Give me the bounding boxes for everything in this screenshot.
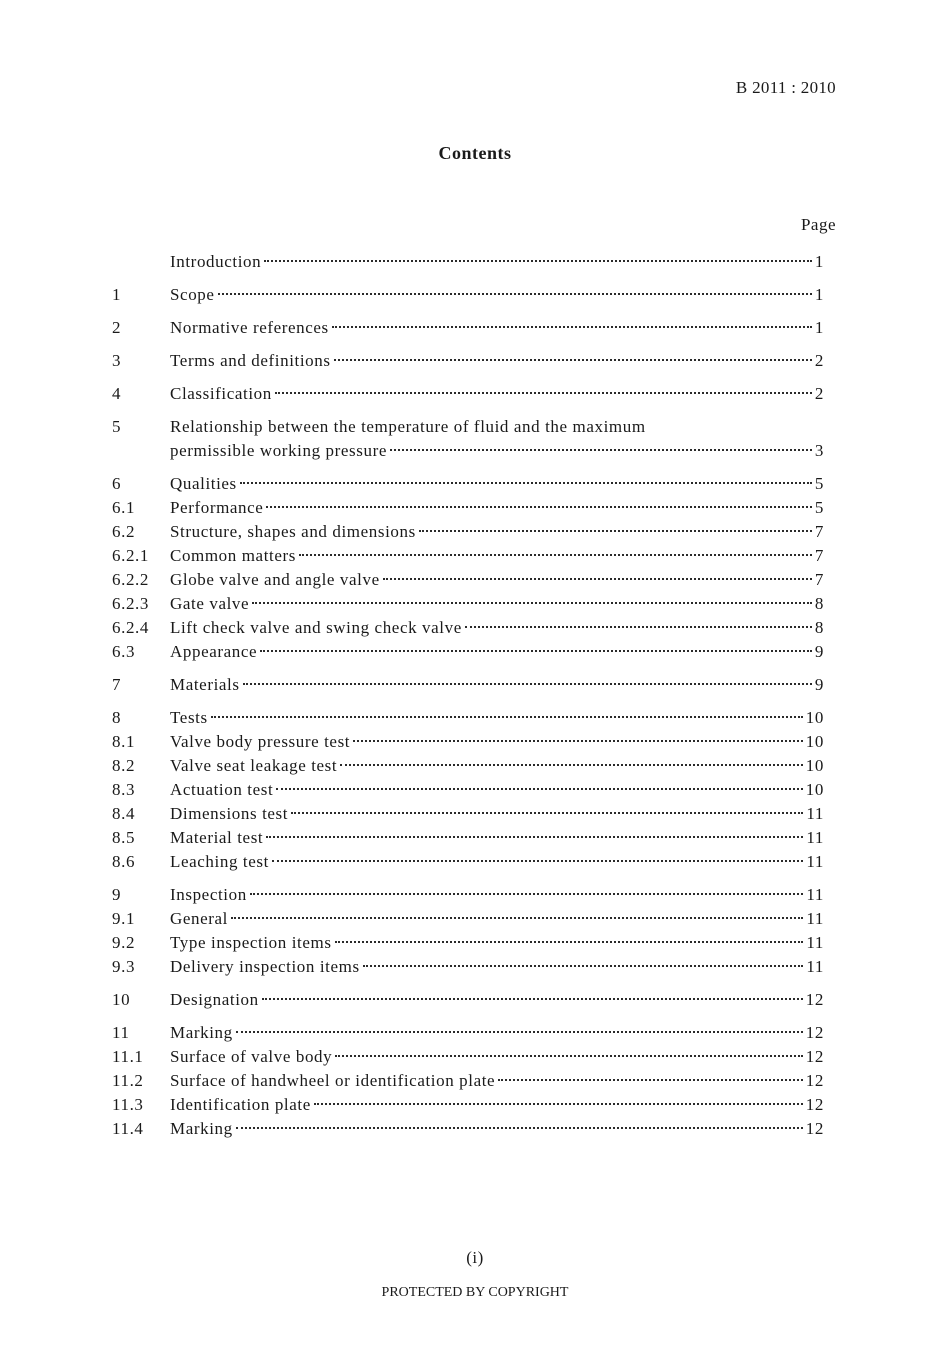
dot-leader [335,941,804,943]
toc-entry-title: Performance [170,498,264,517]
table-of-contents [112,250,824,1141]
toc-entry-title: Terms and definitions [170,351,331,370]
toc-entry [112,496,824,520]
toc-entry-page: 10 [805,756,824,775]
dot-leader [272,860,804,862]
dot-leader [262,998,803,1000]
standard-number: B 2011 : 2010 [735,78,836,97]
toc-entry-page: 11 [806,933,824,952]
toc-entry [112,778,824,802]
toc-entry-number: 6.2.3 [112,594,149,613]
copyright-notice: PROTECTED BY COPYRIGHT [381,1285,569,1300]
toc-entry [112,1117,824,1141]
toc-entry [112,250,824,274]
toc-entry-page: 9 [814,675,824,694]
toc-entry-title: Material test [170,828,264,847]
toc-entry [112,988,824,1012]
dot-leader [276,788,803,790]
toc-entry-number: 5 [112,417,122,436]
toc-entry-page: 7 [814,570,824,589]
toc-entry-title: Normative references [170,318,329,337]
dot-leader [243,683,812,685]
toc-entry-title: Actuation test [170,780,274,799]
toc-entry-page: 7 [814,522,824,541]
toc-entry-page: 1 [814,318,824,337]
toc-entry [112,826,824,850]
toc-entry-number: 6.3 [112,642,136,661]
toc-entry-page: 8 [814,618,824,637]
toc-entry-title: Introduction [170,252,262,271]
toc-entry-page: 10 [805,780,824,799]
toc-entry [112,802,824,826]
toc-entry [112,931,824,955]
toc-entry-page: 12 [805,1023,824,1042]
toc-entry-number: 8.3 [112,780,136,799]
toc-entry-title: Inspection [170,885,247,904]
toc-entry-page: 12 [805,1095,824,1114]
toc-entry-number: 11.4 [112,1119,144,1138]
dot-leader [335,1055,803,1057]
toc-entry-number [112,250,170,274]
toc-entry-title: Surface of valve body [170,1047,333,1066]
toc-entry [112,1045,824,1069]
dot-leader [211,716,803,718]
page-folio: (i) [466,1248,484,1267]
toc-entry-number: 10 [112,990,131,1009]
toc-entry-page: 10 [805,732,824,751]
dot-leader [266,836,803,838]
dot-leader [498,1079,803,1081]
toc-entry-title: Designation [170,990,259,1009]
toc-entry-title: Scope [170,285,215,304]
toc-entry-number: 11 [112,1023,130,1042]
toc-entry-title: Valve seat leakage test [170,756,338,775]
toc-entry-number: 8.6 [112,852,136,871]
dot-leader [250,893,804,895]
toc-entry-number: 4 [112,384,122,403]
toc-entry [112,754,824,778]
toc-entry-title: Qualities [170,474,237,493]
toc-entry [112,673,824,697]
dot-leader [383,578,812,580]
toc-entry-page: 10 [805,708,824,727]
toc-entry-page: 5 [814,474,824,493]
toc-entry-title: Relationship between the temperature of fluid and the maximum [170,417,646,436]
page-title: Contents [438,143,512,163]
toc-entry [112,283,824,307]
toc-entry-number: 9.3 [112,957,136,976]
toc-entry-page: 11 [806,852,824,871]
toc-entry-page: 12 [805,1047,824,1066]
toc-entry [112,382,824,406]
toc-entry [112,640,824,664]
toc-entry-page: 11 [806,909,824,928]
toc-entry-title: Marking [170,1023,233,1042]
toc-entry-number: 6.2 [112,522,136,541]
toc-entry-number: 1 [112,285,122,304]
dot-leader [264,260,812,262]
dot-leader [419,530,812,532]
toc-entry-number: 6 [112,474,122,493]
toc-entry-title: Tests [170,708,208,727]
toc-entry [112,1069,824,1093]
dot-leader [291,812,803,814]
toc-entry-page: 2 [814,384,824,403]
dot-leader [218,293,812,295]
toc-entry-page: 11 [806,957,824,976]
toc-entry [112,1093,824,1117]
toc-entry-number: 11.3 [112,1095,144,1114]
dot-leader [260,650,812,652]
toc-entry-title: Appearance [170,642,258,661]
dot-leader [236,1031,803,1033]
toc-entry [112,616,824,640]
toc-entry-title: Materials [170,675,240,694]
toc-entry-number: 11.1 [112,1047,144,1066]
toc-entry [112,907,824,931]
toc-entry-number: 8 [112,708,122,727]
toc-entry-number: 9 [112,885,122,904]
toc-entry [112,316,824,340]
toc-entry [112,544,824,568]
toc-entry-title: Lift check valve and swing check valve [170,618,462,637]
toc-entry-number: 8.1 [112,732,136,751]
dot-leader [334,359,812,361]
toc-entry-title: General [170,909,228,928]
toc-entry [112,568,824,592]
toc-entry-page: 12 [805,1071,824,1090]
dot-leader [340,764,803,766]
toc-entry-page: 12 [805,1119,824,1138]
toc-entry-page: 11 [806,804,824,823]
dot-leader [314,1103,803,1105]
dot-leader [252,602,812,604]
toc-entry-title: Gate valve [170,594,250,613]
dot-leader [275,392,812,394]
toc-entry [112,520,824,544]
toc-entry-title: Leaching test [170,852,269,871]
toc-entry-page: 7 [814,546,824,565]
toc-entry-title: Dimensions test [170,804,289,823]
dot-leader [236,1127,803,1129]
toc-entry-title: Common matters [170,546,296,565]
toc-entry-title: Surface of handwheel or identification plate [170,1071,496,1090]
dot-leader [299,554,812,556]
toc-entry-page: 11 [806,885,824,904]
toc-entry-page: 11 [806,828,824,847]
toc-entry-number: 6.2.4 [112,618,149,637]
toc-entry-title: Classification [170,384,272,403]
dot-leader [332,326,812,328]
dot-leader [266,506,811,508]
toc-entry-title-continued: permissible working pressure [170,441,387,460]
toc-entry-page: 8 [814,594,824,613]
toc-entry [112,415,824,463]
toc-entry-number: 9.2 [112,933,136,952]
toc-entry [112,1021,824,1045]
toc-entry-number: 2 [112,318,122,337]
toc-entry-page: 12 [805,990,824,1009]
toc-entry-page: 5 [814,498,824,517]
toc-entry-title: Structure, shapes and dimensions [170,522,416,541]
toc-entry-title: Marking [170,1119,233,1138]
toc-entry-page: 2 [814,351,824,370]
toc-entry-number: 9.1 [112,909,136,928]
toc-entry-number: 6.1 [112,498,136,517]
toc-entry-title: Globe valve and angle valve [170,570,380,589]
toc-entry-page: 3 [814,441,824,460]
dot-leader [240,482,812,484]
toc-entry [112,706,824,730]
toc-entry [112,850,824,874]
toc-entry-page: 1 [814,252,824,271]
dot-leader [231,917,803,919]
toc-entry-number: 6.2.1 [112,546,149,565]
dot-leader [363,965,804,967]
toc-entry [112,730,824,754]
toc-entry-number: 8.5 [112,828,136,847]
toc-entry [112,955,824,979]
toc-entry-title: Type inspection items [170,933,332,952]
toc-entry [112,592,824,616]
dot-leader [465,626,812,628]
toc-entry-number: 7 [112,675,122,694]
toc-entry-page: 9 [814,642,824,661]
toc-entry [112,349,824,373]
toc-entry-title: Identification plate [170,1095,311,1114]
toc-entry [112,472,824,496]
toc-entry-number: 6.2.2 [112,570,149,589]
toc-entry-title: Valve body pressure test [170,732,351,751]
dot-leader [390,449,812,451]
toc-entry-number: 11.2 [112,1071,144,1090]
dot-leader [353,740,803,742]
toc-entry-page: 1 [814,285,824,304]
toc-entry [112,883,824,907]
toc-entry-number: 8.2 [112,756,136,775]
page-column-label: Page [800,215,836,234]
toc-entry-title: Delivery inspection items [170,957,360,976]
toc-entry-number: 3 [112,351,122,370]
toc-entry-number: 8.4 [112,804,136,823]
